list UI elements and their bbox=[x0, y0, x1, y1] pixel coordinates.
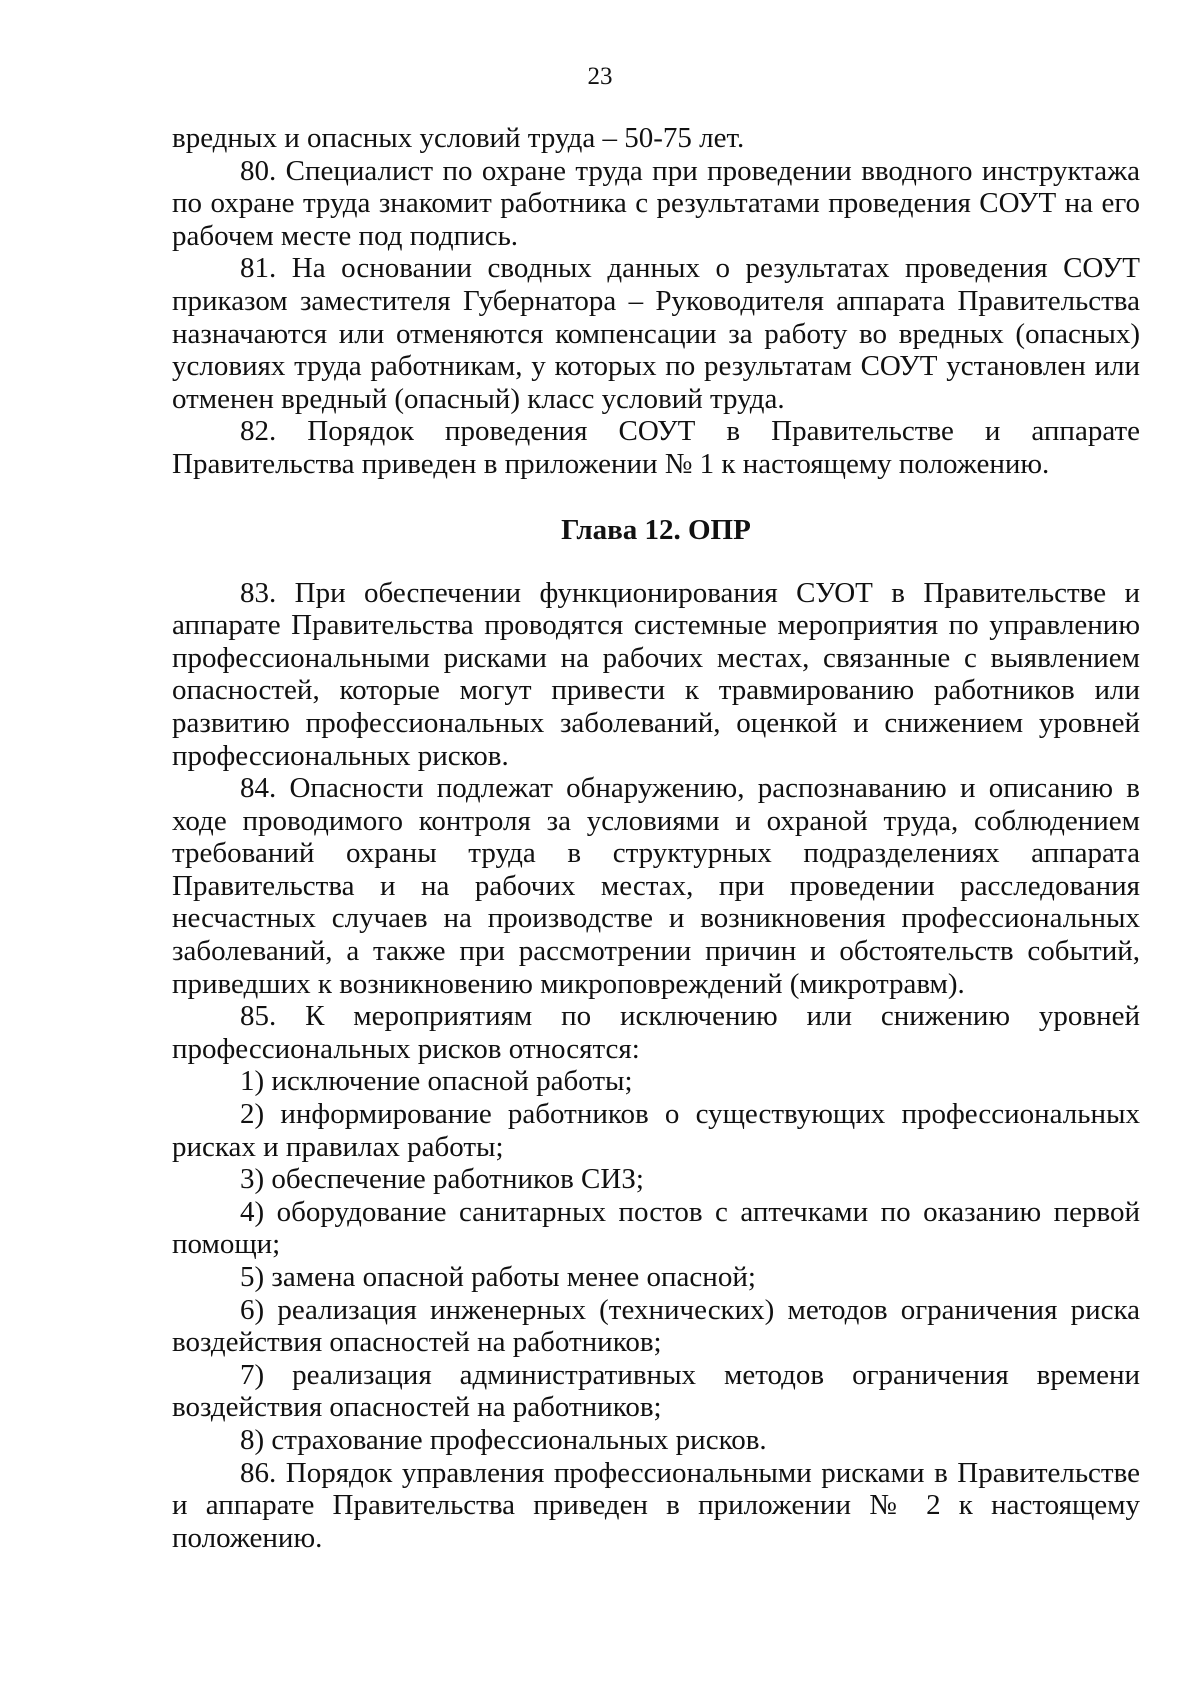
paragraph-80: 80. Специалист по охране труда при проведении вводного инструктажа по охране труда знакомит работника с результатами проведения СОУТ на его рабочем месте под подпись. bbox=[172, 154, 1140, 252]
paragraph-81: 81. На основании сводных данных о результатах проведения СОУТ приказом заместителя Губернатора – Руководителя аппарата Правительства назначаются или отменяются компенсации за работу во вредных (опасных) условиях труда работникам, у которых по результатам СОУТ установлен или отменен вредный (опасный) класс условий труда. bbox=[172, 252, 1140, 415]
list-item-7: 7) реализация административных методов ограничения времени воздействия опасностей на работников; bbox=[172, 1358, 1140, 1424]
list-item-5: 5) замена опасной работы менее опасной; bbox=[240, 1261, 756, 1293]
document-body bbox=[172, 122, 1140, 1554]
paragraph-85: 85. К мероприятиям по исключению или снижению уровней профессиональных рисков относятся: bbox=[172, 1000, 1140, 1065]
paragraph-82: 82. Порядок проведения СОУТ в Правительстве и аппарате Правительства приведен в приложении № 1 к настоящему положению. bbox=[172, 415, 1140, 480]
list-item-4: 4) оборудование санитарных постов с аптечками по оказанию первой помощи; bbox=[172, 1195, 1140, 1261]
list-item-1: 1) исключение опасной работы; bbox=[240, 1065, 633, 1098]
paragraph-continuation: вредных и опасных условий труда – 50-75 лет. bbox=[172, 122, 745, 154]
paragraph-86: 86. Порядок управления профессиональными рисками в Правительстве и аппарате Правительства приведен в приложении № 2 к настоящему положению. bbox=[172, 1456, 1140, 1554]
list-item-2: 2) информирование работников о существующих профессиональных рисках и правилах работы; bbox=[172, 1098, 1140, 1163]
chapter-heading: Глава 12. ОПР bbox=[561, 513, 751, 546]
list-item-6: 6) реализация инженерных (технических) методов ограничения риска воздействия опасностей на работников; bbox=[172, 1293, 1140, 1359]
page-number: 23 bbox=[587, 63, 613, 90]
paragraph-84: 84. Опасности подлежат обнаружению, распознаванию и описанию в ходе проводимого контроля за условиями и охраной труда, соблюдением требований охраны труда в структурных подразделениях аппарата Правительства и на рабочих местах, при проведении расследования несчастных случаев на производстве и возникновения профессиональных заболеваний, а также при рассмотрении причин и обстоятельств событий, приведших к возникновению микроповреждений (микротравм). bbox=[172, 772, 1140, 1000]
list-item-8: 8) страхование профессиональных рисков. bbox=[240, 1423, 767, 1456]
list-item-3: 3) обеспечение работников СИЗ; bbox=[240, 1163, 644, 1196]
paragraph-83: 83. При обеспечении функционирования СУОТ в Правительстве и аппарате Правительства проводятся системные мероприятия по управлению профессиональными рисками на рабочих местах, связанные с выявлением опасностей, которые могут привести к травмированию работников или развитию профессиональных заболеваний, оценкой и снижением уровней профессиональных рисков. bbox=[172, 576, 1140, 772]
